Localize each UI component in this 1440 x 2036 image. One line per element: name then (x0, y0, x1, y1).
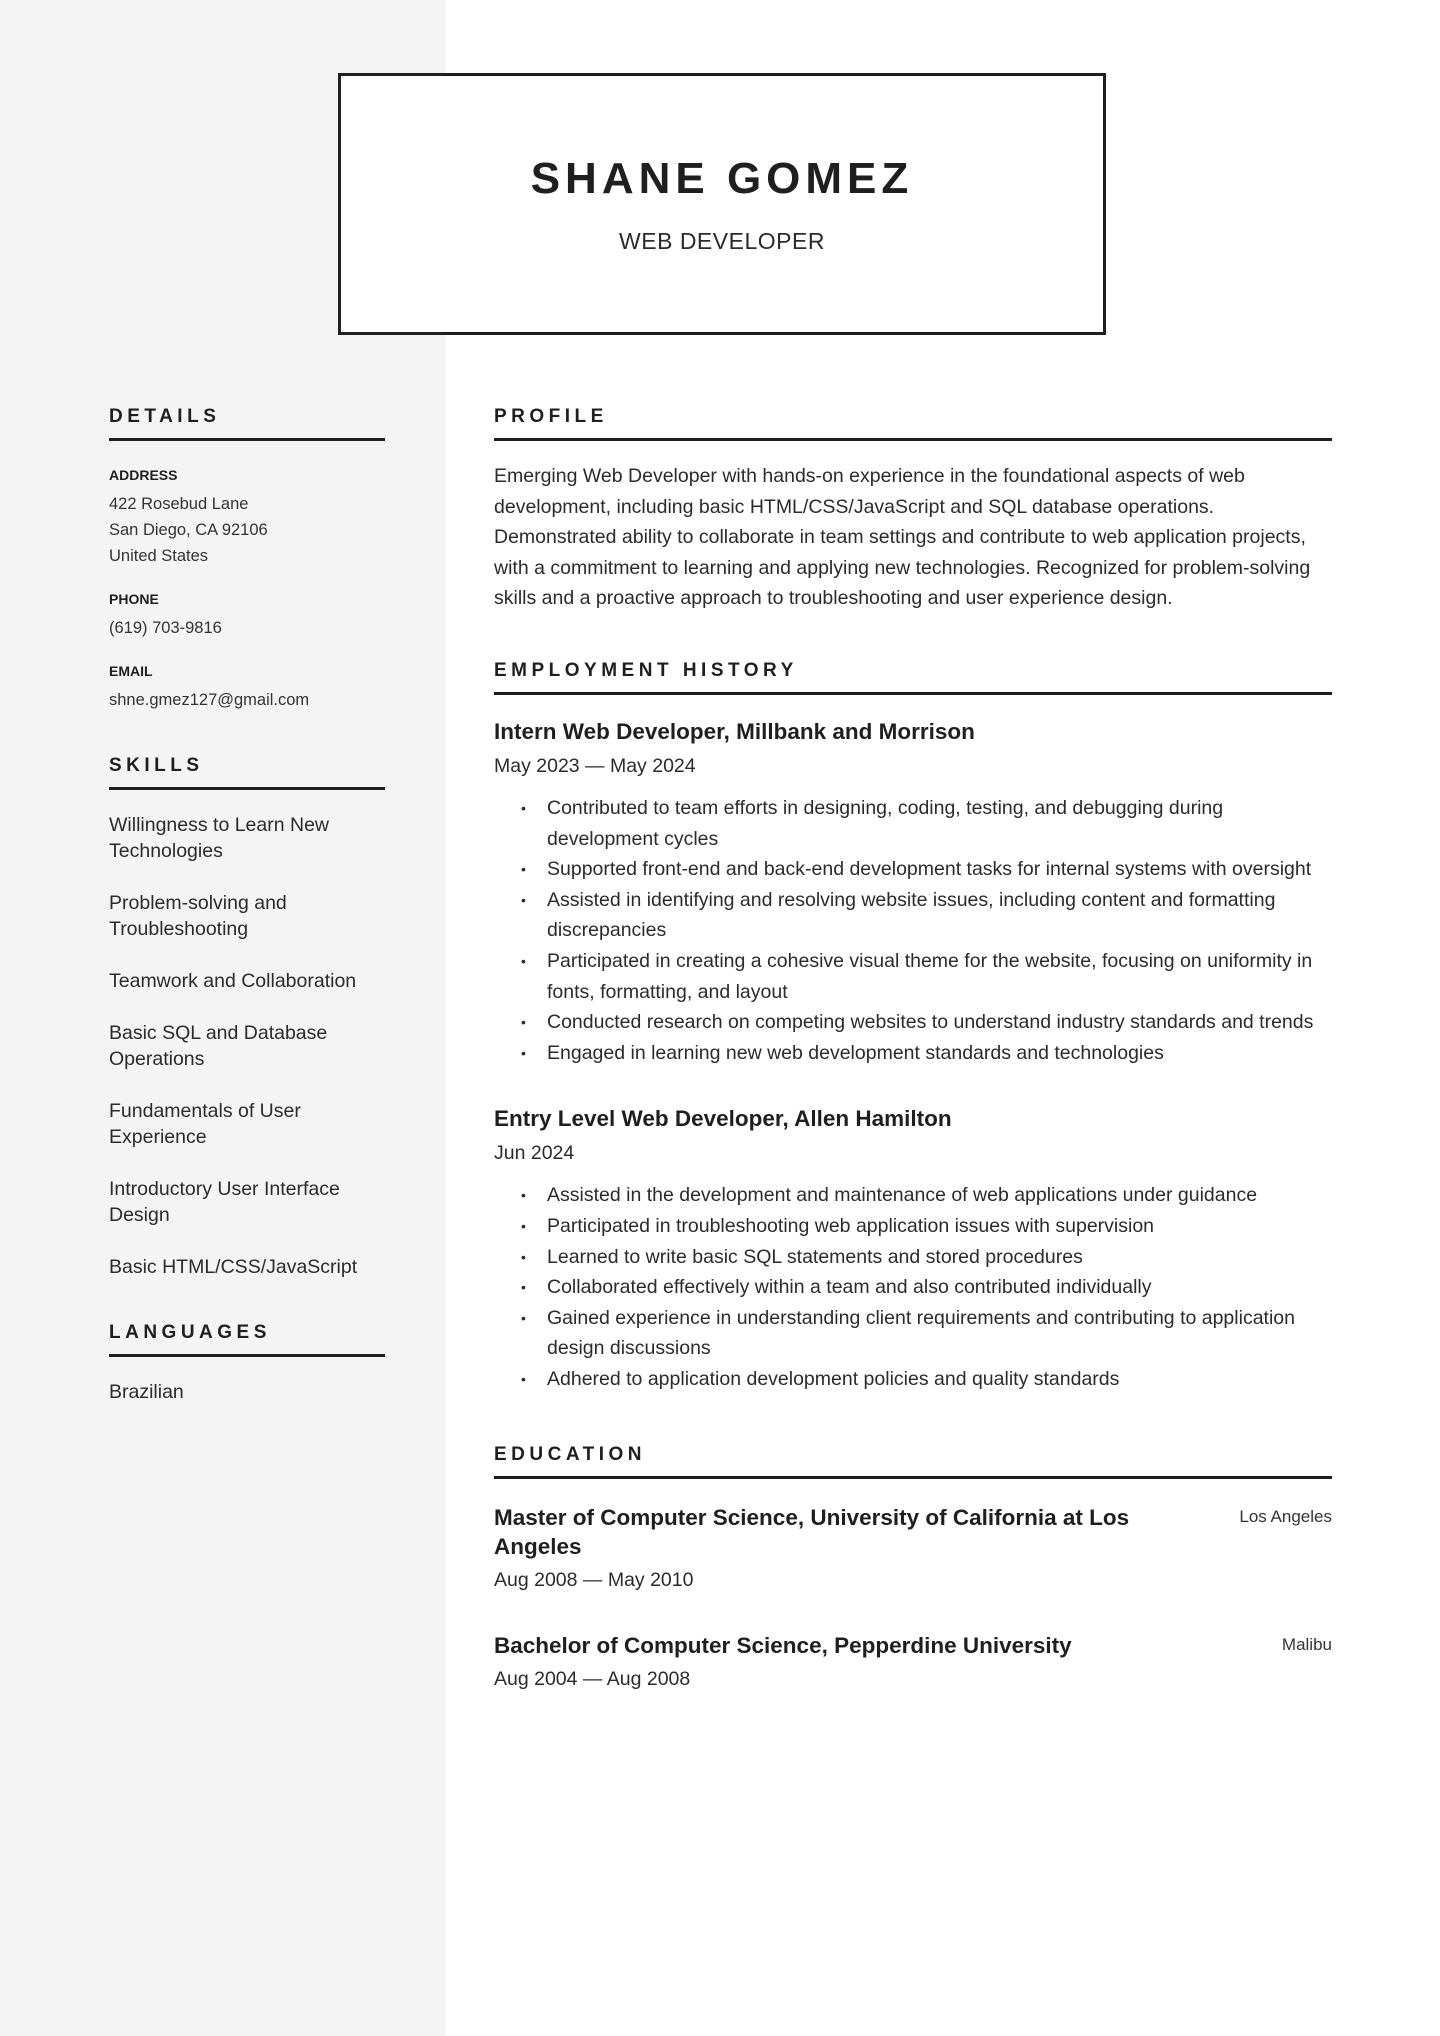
job-bullets (494, 1180, 1332, 1394)
education-dates: Aug 2004 — Aug 2008 (494, 1668, 691, 1691)
skill-item: Basic HTML/CSS/JavaScript (109, 1256, 358, 1278)
skill-item: Willingness to Learn New Technologies (109, 814, 330, 862)
school-location: Los Angeles (1239, 1507, 1332, 1527)
education-heading: EDUCATION (494, 1444, 1332, 1479)
details-section (109, 406, 385, 713)
skill-item: Problem-solving and Troubleshooting (109, 892, 287, 940)
profile-section (494, 406, 1332, 614)
job-bullet: • Gained experience in understanding client requirements and contributing to application design discussions (494, 1303, 1332, 1364)
profile-text: Emerging Web Developer with hands-on experience in the foundational aspects of web development, including basic HTML/CSS/JavaScript and SQL database operations. Demonstrated ability to collaborate in team settings and contribute to web application projects, with a commitment to learning and applying new technologies. Recognized for problem-solving skills and a proactive approach to troubleshooting and user experience design. (494, 465, 1311, 610)
job-bullet: • Conducted research on competing websites to understand industry standards and trends (494, 1007, 1332, 1038)
details-heading: DETAILS (109, 406, 385, 441)
education-dates: Aug 2008 — May 2010 (494, 1569, 694, 1592)
skill-item: Introductory User Interface Design (109, 1178, 340, 1226)
employment-section (494, 660, 1332, 1395)
job-title: Entry Level Web Developer, Allen Hamilton (494, 1106, 952, 1132)
skill-item: Teamwork and Collaboration (109, 970, 357, 992)
job-bullet: • Adhered to application development policies and quality standards (494, 1364, 1332, 1395)
school-location: Malibu (1281, 1635, 1332, 1655)
candidate-title: WEB DEVELOPER (619, 228, 825, 254)
language-item: Brazilian (109, 1381, 184, 1403)
job-bullet: • Contributed to team efforts in designing, coding, testing, and debugging during development cycles (494, 793, 1332, 854)
degree-title: Bachelor of Computer Science, Pepperdine University (494, 1633, 1072, 1659)
skill-item: Fundamentals of User Experience (109, 1100, 301, 1148)
job-bullet: • Participated in troubleshooting web application issues with supervision (494, 1211, 1332, 1242)
candidate-name: SHANE GOMEZ (530, 154, 914, 203)
employment-heading: EMPLOYMENT HISTORY (494, 660, 1332, 695)
education-section (494, 1444, 1332, 1694)
resume-header (338, 73, 1106, 335)
job-bullet: • Supported front-end and back-end development tasks for internal systems with oversight (494, 854, 1332, 885)
job-bullet: • Participated in creating a cohesive visual theme for the website, focusing on uniformity in fonts, formatting, and layout (494, 946, 1332, 1007)
address-line: San Diego, CA 92106 (109, 521, 268, 539)
job-entry (494, 1104, 1332, 1394)
phone-value: (619) 703-9816 (109, 619, 222, 637)
address-line: 422 Rosebud Lane (109, 495, 249, 513)
phone-label: PHONE (109, 591, 159, 607)
skill-item: Basic SQL and Database Operations (109, 1022, 328, 1070)
job-bullet: • Collaborated effectively within a team and also contributed individually (494, 1272, 1332, 1303)
profile-heading: PROFILE (494, 406, 1332, 441)
address-line: United States (109, 547, 209, 565)
email-label: EMAIL (109, 663, 153, 679)
sidebar (109, 406, 385, 1405)
job-dates: May 2023 — May 2024 (494, 754, 696, 777)
skills-heading: SKILLS (109, 755, 385, 790)
email-value: shne.gmez127@gmail.com (109, 691, 310, 709)
education-entry (494, 1631, 1332, 1694)
job-dates: Jun 2024 (494, 1142, 575, 1165)
job-bullet: • Learned to write basic SQL statements and stored procedures (494, 1242, 1332, 1273)
job-bullet: • Engaged in learning new web development standards and technologies (494, 1038, 1332, 1069)
job-title: Intern Web Developer, Millbank and Morrison (494, 718, 975, 744)
education-entry (494, 1503, 1332, 1595)
job-bullet: • Assisted in identifying and resolving website issues, including content and formatting discrepancies (494, 885, 1332, 946)
languages-heading: LANGUAGES (109, 1322, 385, 1357)
degree-title: Master of Computer Science, University of California at Los Angeles (494, 1505, 1130, 1560)
address-label: ADDRESS (109, 467, 178, 483)
skills-section (109, 755, 385, 1280)
languages-section (109, 1322, 385, 1405)
job-entry (494, 717, 1332, 1068)
job-bullets (494, 793, 1332, 1068)
main-content (494, 406, 1332, 1694)
job-bullet: • Assisted in the development and maintenance of web applications under guidance (494, 1180, 1332, 1211)
